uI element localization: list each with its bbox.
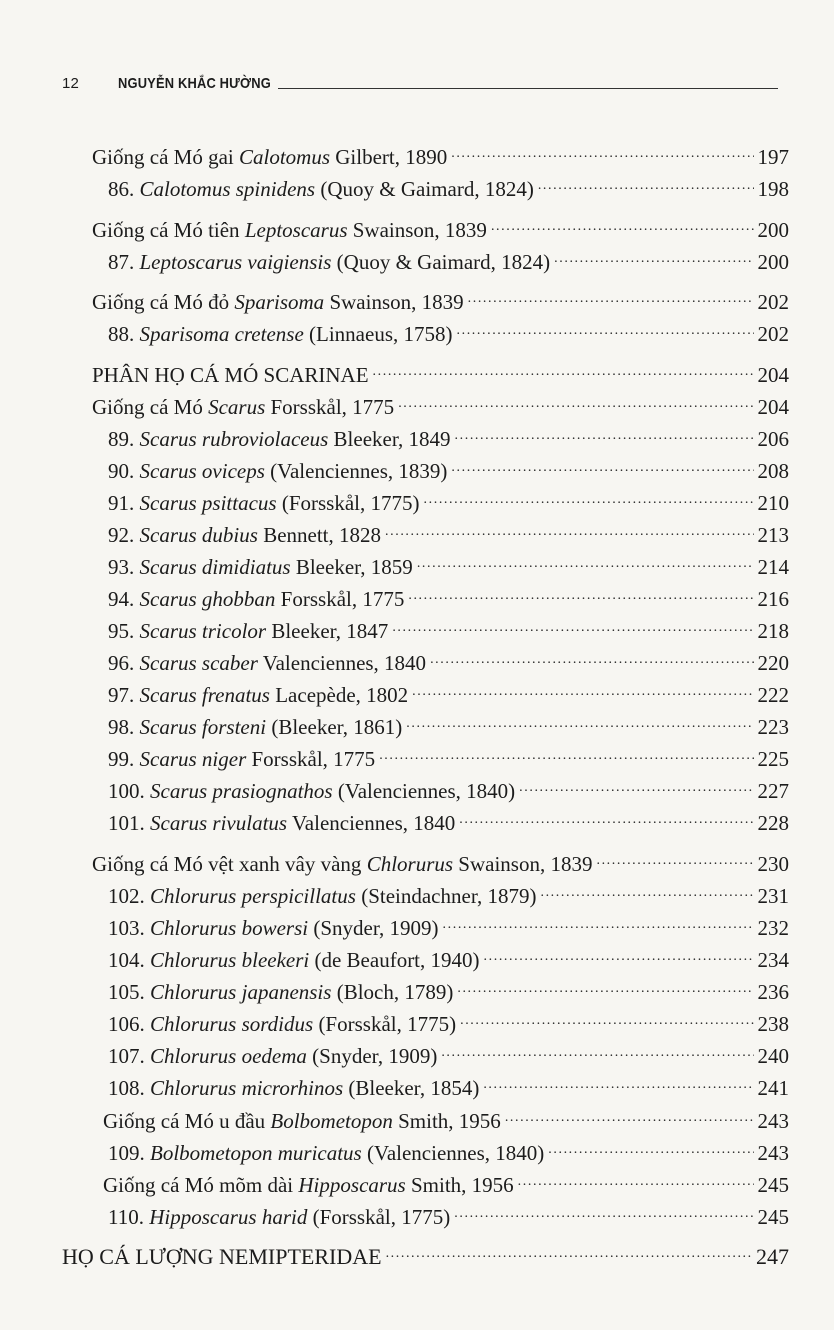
- toc-entry-prefix: Giống cá Mó mõm dài: [103, 1173, 299, 1197]
- toc-entry-prefix: 96.: [108, 651, 140, 675]
- toc-page-number: 208: [757, 459, 789, 483]
- toc-entry-prefix: 99.: [108, 747, 140, 771]
- toc-entry-prefix: 87.: [108, 250, 140, 274]
- toc-entry: [108, 742, 789, 772]
- toc-entry-title: [108, 746, 375, 772]
- toc-entry-author: (Bloch, 1789): [331, 980, 454, 1004]
- toc-entry-title: [108, 947, 480, 973]
- toc-entry-author: (Steindachner, 1879): [355, 884, 537, 908]
- toc-entry-prefix: 107.: [108, 1044, 150, 1068]
- toc-leader-dots: [459, 817, 753, 831]
- toc-page-number: 230: [757, 852, 789, 876]
- toc-entry-author: Forsskål, 1775: [275, 587, 405, 611]
- toc-entry-taxon: Sparisoma: [234, 290, 325, 314]
- toc-entry-title: [92, 144, 447, 170]
- toc-entry-author: (Snyder, 1909): [308, 916, 439, 940]
- toc-entry-prefix: 94.: [108, 587, 140, 611]
- toc-entry: [108, 1200, 789, 1230]
- toc-entry-title: [108, 778, 515, 804]
- toc-entry: [108, 582, 789, 612]
- toc-page-number: 210: [757, 491, 789, 515]
- toc-page-number: 228: [757, 811, 789, 835]
- toc-entry-prefix: PHÂN HỌ CÁ MÓ SCARINAE: [92, 363, 369, 387]
- toc-leader-dots: [491, 224, 754, 238]
- toc-entry-title: [108, 714, 402, 740]
- toc-entry-author: (Bleeker, 1861): [266, 715, 403, 739]
- toc-entry: [108, 1136, 789, 1166]
- toc-page-number: 227: [757, 779, 789, 803]
- toc-leader-dots: [386, 1251, 752, 1265]
- toc-entry: [108, 806, 789, 836]
- toc-entry-prefix: 93.: [108, 555, 140, 579]
- toc-entry: [108, 774, 789, 804]
- toc-entry-title: [108, 618, 388, 644]
- toc-entry-prefix: Giống cá Mó vệt xanh vây vàng: [92, 852, 367, 876]
- toc-leader-dots: [379, 753, 753, 767]
- toc-entry-title: [108, 1140, 544, 1166]
- toc-entry: [108, 614, 789, 644]
- toc-entry-author: Bennett, 1828: [257, 523, 382, 547]
- toc-leader-dots: [538, 183, 754, 197]
- toc-leader-dots: [554, 256, 753, 270]
- toc-entry-prefix: 91.: [108, 491, 140, 515]
- toc-entry: [108, 1071, 789, 1101]
- toc-entry-author: (Valenciennes, 1840): [332, 779, 516, 803]
- toc-entry-taxon: Scarus scaber: [139, 651, 258, 675]
- toc-leader-dots: [385, 529, 753, 543]
- toc-entry: [108, 678, 789, 708]
- toc-entry-prefix: 97.: [108, 683, 140, 707]
- toc-entry-title: [92, 362, 369, 388]
- toc-page-number: 222: [757, 683, 789, 707]
- toc-leader-dots: [519, 785, 753, 799]
- header-rule: [278, 88, 778, 89]
- toc-entry-taxon: Scarus rivulatus: [150, 811, 288, 835]
- toc-entry: [108, 550, 789, 580]
- toc-entry-title: [62, 1244, 382, 1270]
- toc-page-number: 234: [757, 948, 789, 972]
- toc-entry-taxon: Chlorurus oedema: [150, 1044, 307, 1068]
- toc-entry-taxon: Calotomus spinidens: [139, 177, 316, 201]
- toc-entry-prefix: 103.: [108, 916, 150, 940]
- toc-leader-dots: [441, 1050, 753, 1064]
- toc-entry-title: [108, 1075, 479, 1101]
- toc-entry: [108, 710, 789, 740]
- toc-entry-title: [108, 915, 439, 941]
- toc-leader-dots: [518, 1179, 754, 1193]
- toc-entry: [103, 1168, 789, 1198]
- toc-entry-taxon: Scarus psittacus: [139, 491, 277, 515]
- toc-entry-taxon: Chlorurus perspicillatus: [150, 884, 356, 908]
- toc-entry-prefix: 109.: [108, 1141, 150, 1165]
- toc-page-number: 240: [757, 1044, 789, 1068]
- toc-entry-prefix: 95.: [108, 619, 140, 643]
- toc-leader-dots: [443, 922, 754, 936]
- toc-entry: [108, 879, 789, 909]
- toc-entry: [108, 317, 789, 347]
- toc-entry-author: Forsskål, 1775: [265, 395, 395, 419]
- toc-entry-prefix: Giống cá Mó gai: [92, 145, 239, 169]
- toc-leader-dots: [451, 465, 753, 479]
- toc-entry-author: Bleeker, 1847: [266, 619, 389, 643]
- toc-entry: [92, 390, 789, 420]
- toc-page-number: 245: [757, 1205, 789, 1229]
- toc-page-number: 197: [757, 145, 789, 169]
- toc-entry-author: (Quoy & Gaimard, 1824): [315, 177, 534, 201]
- toc-entry-taxon: Scarus niger: [139, 747, 247, 771]
- toc-entry-title: [108, 522, 381, 548]
- toc-entry-prefix: 108.: [108, 1076, 150, 1100]
- toc-entry-prefix: 98.: [108, 715, 140, 739]
- toc-entry: [108, 1007, 789, 1037]
- toc-entry-prefix: Giống cá Mó tiên: [92, 218, 245, 242]
- toc-entry-prefix: HỌ CÁ LƯỢNG NEMIPTERIDAE: [62, 1244, 382, 1269]
- toc-page-number: 220: [757, 651, 789, 675]
- toc-entry-title: [108, 650, 426, 676]
- toc-leader-dots: [392, 625, 753, 639]
- page-number: 12: [62, 75, 80, 92]
- toc-entry-taxon: Hipposcarus: [298, 1173, 406, 1197]
- toc-entry-prefix: 102.: [108, 884, 150, 908]
- toc-entry-title: [103, 1108, 501, 1134]
- toc-leader-dots: [408, 593, 753, 607]
- toc-entry-author: Lacepède, 1802: [269, 683, 409, 707]
- toc-leader-dots: [457, 986, 753, 1000]
- toc-page-number: 200: [757, 218, 789, 242]
- toc-page-number: 213: [757, 523, 789, 547]
- toc-entry: [108, 646, 789, 676]
- toc-entry: [108, 486, 789, 516]
- toc-entry-taxon: Scarus ghobban: [139, 587, 276, 611]
- toc-page-number: 223: [757, 715, 789, 739]
- toc-entry: [108, 454, 789, 484]
- running-header: [62, 70, 778, 92]
- toc-entry-title: [92, 289, 464, 315]
- toc-entry-author: Bleeker, 1849: [328, 427, 451, 451]
- toc-entry-taxon: Leptoscarus vaigiensis: [139, 250, 332, 274]
- toc-entry-author: (Linnaeus, 1758): [303, 322, 453, 346]
- toc-entry: [108, 245, 789, 275]
- toc-page-number: 206: [757, 427, 789, 451]
- toc-entry-taxon: Scarus frenatus: [139, 683, 270, 707]
- toc-entry-prefix: 90.: [108, 459, 140, 483]
- toc-entry-title: [108, 586, 404, 612]
- toc-page-number: 200: [757, 250, 789, 274]
- toc-entry-taxon: Sparisoma cretense: [139, 322, 304, 346]
- toc-leader-dots: [417, 561, 754, 575]
- toc-leader-dots: [373, 369, 754, 383]
- toc-entry-title: [108, 554, 413, 580]
- toc-entry-title: [92, 217, 487, 243]
- toc-page-number: 218: [757, 619, 789, 643]
- toc-entry: [108, 911, 789, 941]
- toc-page-number: 238: [757, 1012, 789, 1036]
- toc-entry-title: [108, 458, 447, 484]
- toc-entry-title: [108, 426, 451, 452]
- toc-entry-taxon: Chlorurus bowersi: [150, 916, 309, 940]
- author-name: NGUYỄN KHẮC HƯỜNG: [118, 75, 271, 92]
- toc-leader-dots: [424, 497, 754, 511]
- toc-entry: [108, 422, 789, 452]
- toc-entry-title: [92, 851, 592, 877]
- toc-entry-title: [108, 176, 534, 202]
- toc-entry-taxon: Chlorurus japanensis: [150, 980, 332, 1004]
- toc-entry-prefix: Giống cá Mó đỏ: [92, 290, 235, 314]
- toc-entry-author: (Valenciennes, 1840): [361, 1141, 545, 1165]
- toc-page-number: 225: [757, 747, 789, 771]
- toc-leader-dots: [412, 689, 753, 703]
- toc-leader-dots: [457, 328, 754, 342]
- toc-entry-title: [108, 979, 453, 1005]
- toc-page-number: 245: [757, 1173, 789, 1197]
- toc-entry-title: [108, 490, 420, 516]
- toc-page-number: 204: [757, 395, 789, 419]
- toc-page-number: 247: [756, 1244, 789, 1269]
- toc-entry-author: (Snyder, 1909): [306, 1044, 438, 1068]
- toc-leader-dots: [460, 1018, 753, 1032]
- toc-entry-taxon: Leptoscarus: [244, 218, 348, 242]
- toc-leader-dots: [406, 721, 753, 735]
- toc-entry-author: (Bleeker, 1854): [343, 1076, 480, 1100]
- toc-leader-dots: [451, 151, 753, 165]
- toc-leader-dots: [454, 1211, 753, 1225]
- toc-leader-dots: [548, 1147, 753, 1161]
- toc-entry-taxon: Chlorurus: [366, 852, 454, 876]
- toc-entry-taxon: Bolbometopon muricatus: [150, 1141, 362, 1165]
- toc-entry: [108, 975, 789, 1005]
- toc-page-number: 236: [757, 980, 789, 1004]
- toc-entry-taxon: Scarus rubroviolaceus: [139, 427, 329, 451]
- toc-entry-prefix: 110.: [108, 1205, 150, 1229]
- toc-entry-prefix: 88.: [108, 322, 140, 346]
- toc-entry-title: [108, 1043, 437, 1069]
- toc-page-number: 231: [757, 884, 789, 908]
- toc-entry-taxon: Scarus dimidiatus: [139, 555, 291, 579]
- toc-entry-author: Swainson, 1839: [453, 852, 593, 876]
- toc-entry-author: Bleeker, 1859: [290, 555, 413, 579]
- toc-entry-title: [108, 1011, 456, 1037]
- toc-page-number: 198: [757, 177, 789, 201]
- toc-page-number: 214: [757, 555, 789, 579]
- toc-entry-taxon: Chlorurus bleekeri: [150, 948, 310, 972]
- toc-entry-prefix: 89.: [108, 427, 140, 451]
- toc-entry-taxon: Scarus dubius: [139, 523, 258, 547]
- toc-entry-title: [108, 682, 408, 708]
- toc-entry-prefix: 106.: [108, 1012, 150, 1036]
- toc-leader-dots: [483, 1082, 753, 1096]
- toc-entry: [103, 1104, 789, 1134]
- toc-page-number: 243: [757, 1141, 789, 1165]
- toc-entry-title: [103, 1172, 514, 1198]
- toc-entry-taxon: Scarus tricolor: [139, 619, 267, 643]
- toc-leader-dots: [398, 401, 753, 415]
- toc-entry-author: Gilbert, 1890: [330, 145, 448, 169]
- toc-page-number: 216: [757, 587, 789, 611]
- toc-page-number: 243: [757, 1109, 789, 1133]
- toc-entry-title: [108, 1204, 450, 1230]
- toc-entry: [108, 172, 789, 202]
- toc-entry-taxon: Hipposcarus harid: [149, 1205, 308, 1229]
- toc-entry-taxon: Scarus: [208, 395, 266, 419]
- toc-entry-prefix: 92.: [108, 523, 140, 547]
- toc-page-number: 202: [757, 290, 789, 314]
- toc-entry: [108, 518, 789, 548]
- toc-entry-author: Valenciennes, 1840: [287, 811, 456, 835]
- toc-entry-author: (Quoy & Gaimard, 1824): [331, 250, 551, 274]
- toc-entry: [92, 285, 789, 315]
- toc-entry-author: Forsskål, 1775: [246, 747, 376, 771]
- toc-entry-title: [108, 883, 536, 909]
- toc-entry-author: (Valenciennes, 1839): [264, 459, 448, 483]
- toc-entry: [108, 1039, 789, 1069]
- toc-entry-author: (Forsskål, 1775): [276, 491, 420, 515]
- toc-entry-taxon: Bolbometopon: [270, 1109, 393, 1133]
- toc-entry-taxon: Calotomus: [238, 145, 330, 169]
- toc-entry-prefix: Giống cá Mó: [92, 395, 209, 419]
- toc-leader-dots: [505, 1115, 754, 1129]
- toc-entry-author: Smith, 1956: [405, 1173, 514, 1197]
- toc-entry: [92, 358, 789, 388]
- toc-entry-author: Swainson, 1839: [324, 290, 464, 314]
- toc-entry: [62, 1240, 789, 1270]
- toc-entry-title: [108, 810, 455, 836]
- toc-entry: [108, 943, 789, 973]
- toc-entry-taxon: Scarus forsteni: [139, 715, 267, 739]
- toc-leader-dots: [596, 858, 753, 872]
- toc-entry: [92, 847, 789, 877]
- toc-entry-taxon: Scarus oviceps: [139, 459, 265, 483]
- toc-entry-author: Smith, 1956: [392, 1109, 501, 1133]
- toc-leader-dots: [468, 296, 754, 310]
- toc-entry-prefix: 105.: [108, 980, 150, 1004]
- toc-entry-author: Swainson, 1839: [347, 218, 487, 242]
- toc-entry-taxon: Chlorurus sordidus: [150, 1012, 314, 1036]
- toc-entry-author: (de Beaufort, 1940): [309, 948, 480, 972]
- toc-page-number: 232: [757, 916, 789, 940]
- toc-entry-title: [92, 394, 394, 420]
- toc-entry-taxon: Scarus prasiognathos: [150, 779, 333, 803]
- toc-entry-taxon: Chlorurus microrhinos: [150, 1076, 344, 1100]
- toc-entry-author: (Forsskål, 1775): [313, 1012, 457, 1036]
- toc-entry: [92, 213, 789, 243]
- toc-page-number: 202: [757, 322, 789, 346]
- toc-leader-dots: [430, 657, 753, 671]
- toc-entry-author: (Forsskål, 1775): [307, 1205, 451, 1229]
- toc-page-number: 204: [757, 363, 789, 387]
- toc-entry-prefix: 101.: [108, 811, 150, 835]
- toc-entry: [92, 140, 789, 170]
- toc-entry-title: [108, 249, 550, 275]
- toc-entry-author: Valenciennes, 1840: [257, 651, 427, 675]
- toc-entry-title: [108, 321, 453, 347]
- toc-leader-dots: [540, 890, 753, 904]
- toc-entry-prefix: 100.: [108, 779, 150, 803]
- toc-entry-prefix: 104.: [108, 948, 150, 972]
- toc-page-number: 241: [757, 1076, 789, 1100]
- toc-leader-dots: [455, 433, 754, 447]
- toc-entry-prefix: Giống cá Mó u đầu: [103, 1109, 271, 1133]
- toc-entry-prefix: 86.: [108, 177, 140, 201]
- toc-leader-dots: [484, 954, 754, 968]
